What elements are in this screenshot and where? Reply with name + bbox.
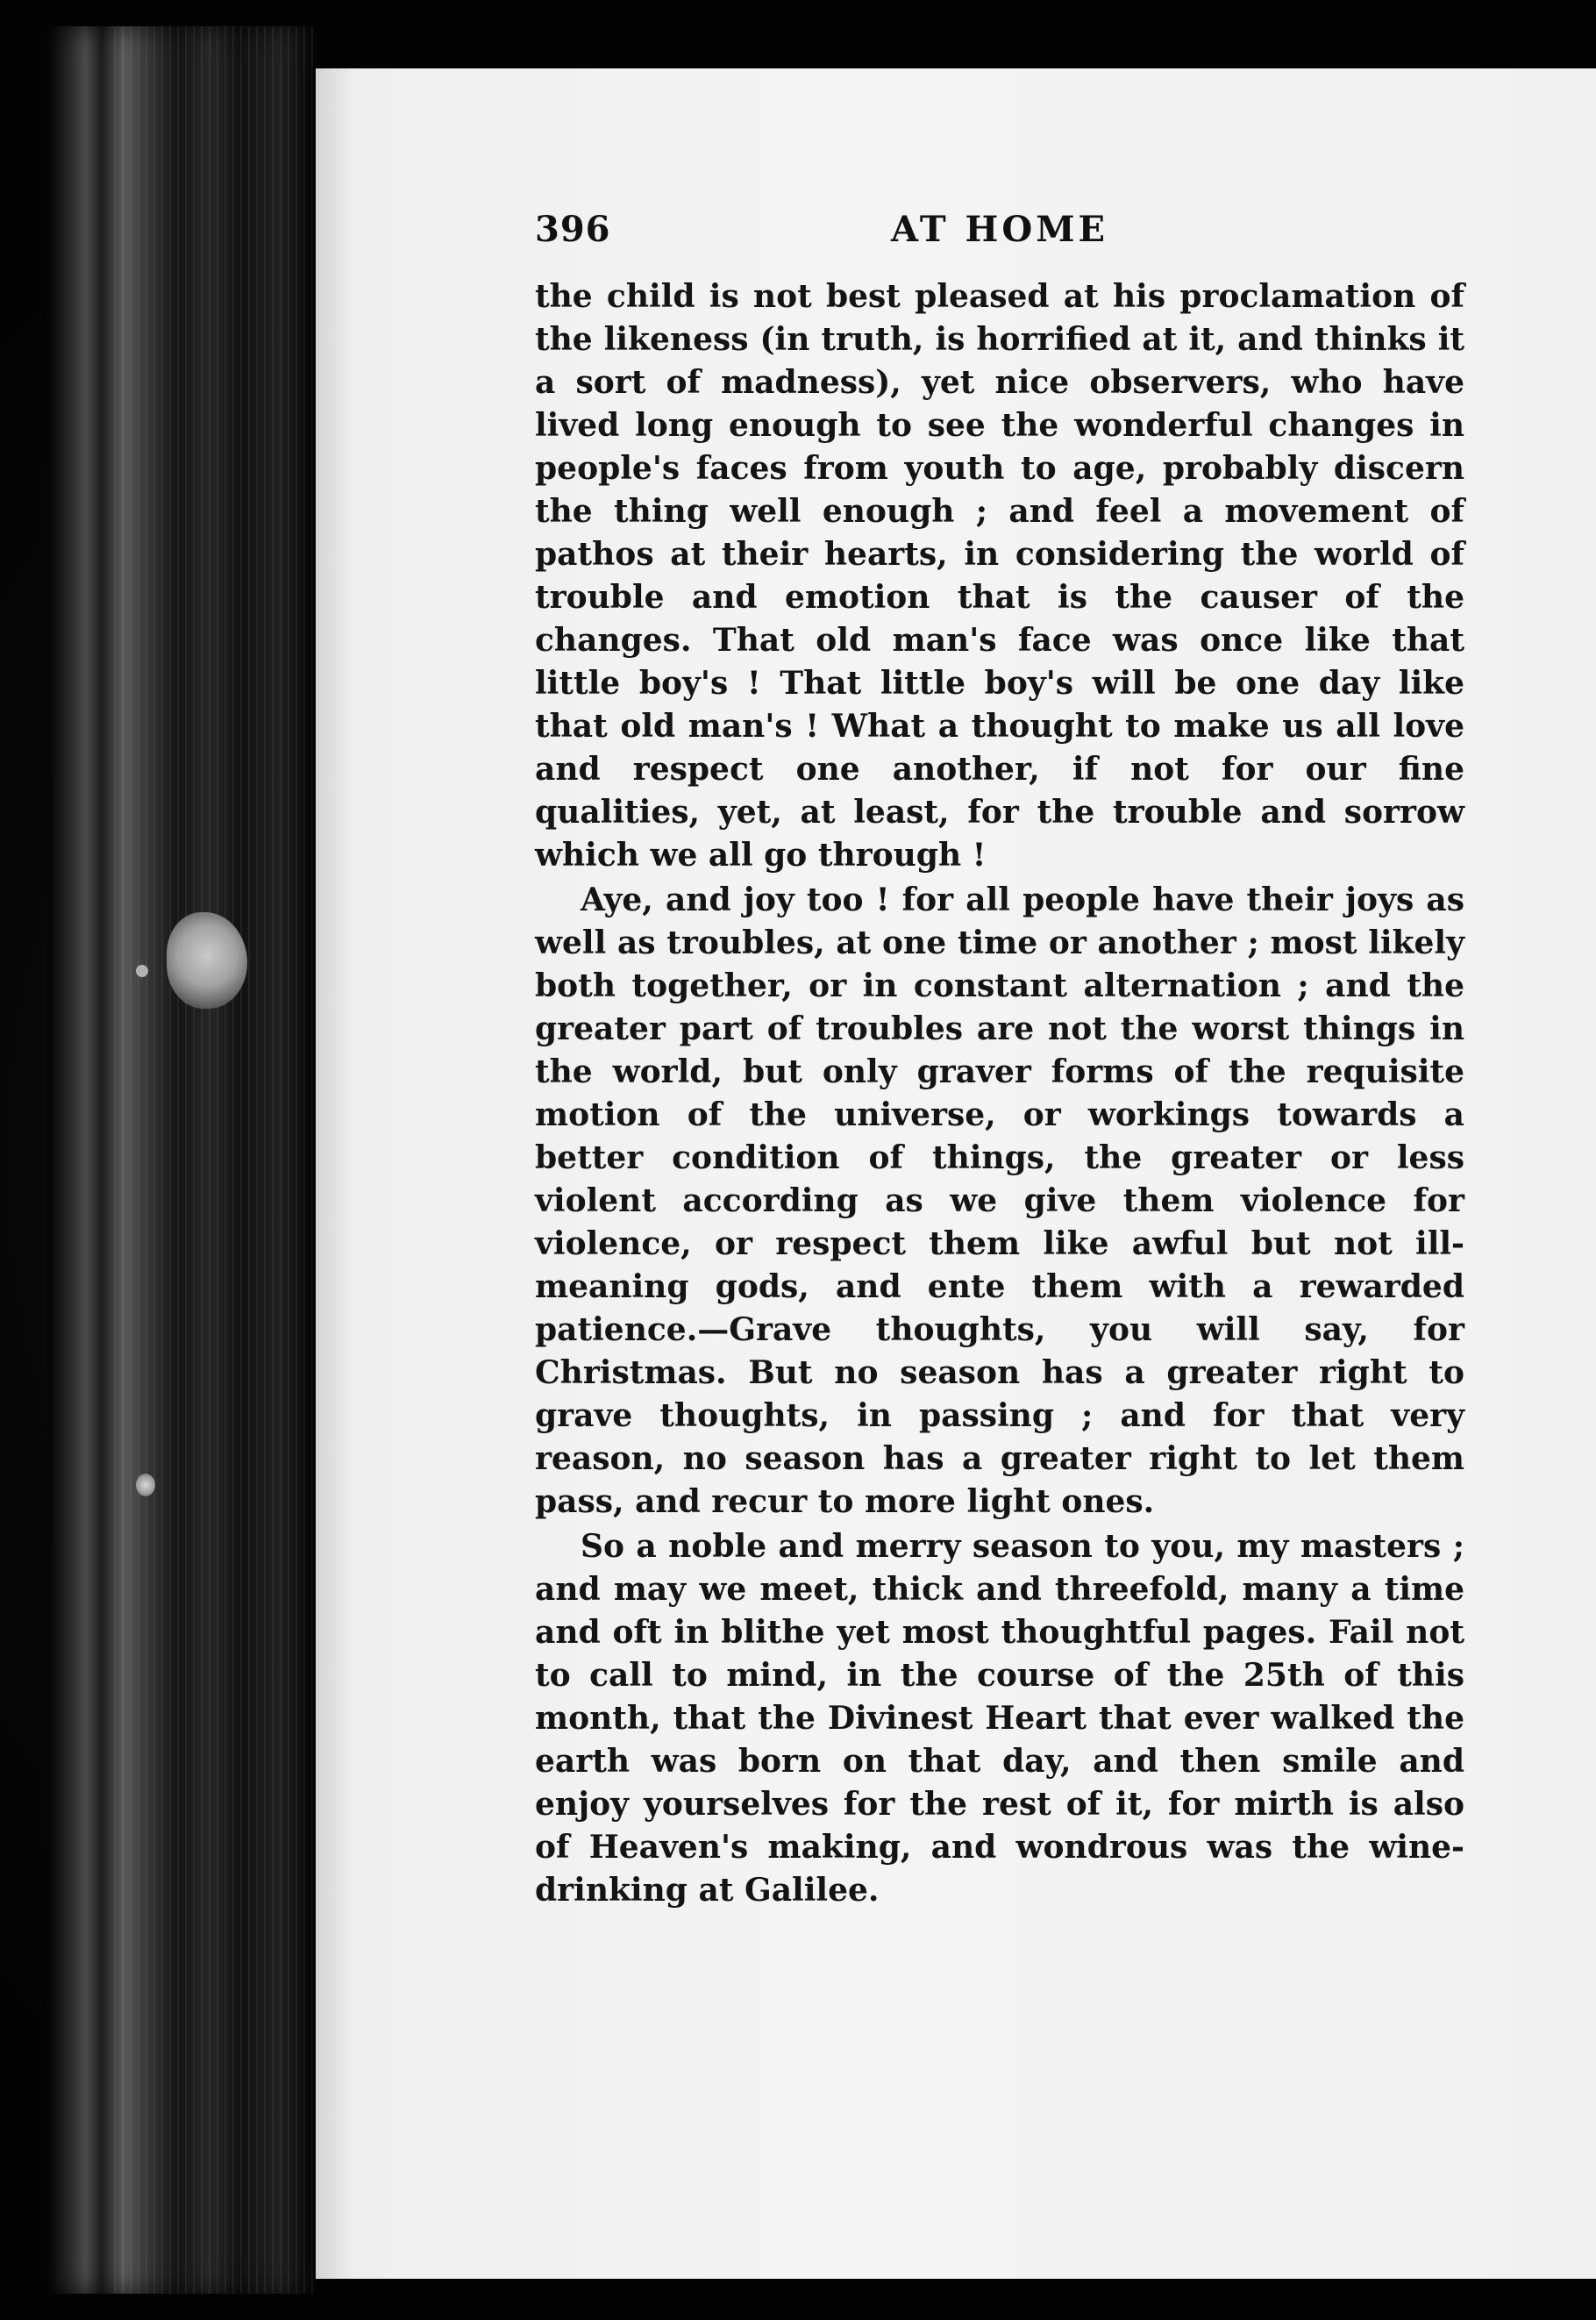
dust-speck	[136, 965, 148, 977]
book-page	[316, 68, 1596, 2279]
dust-speck-lower	[136, 1474, 155, 1496]
body-text	[535, 275, 1464, 1912]
running-title: AT HOME	[891, 209, 1108, 250]
paragraph-3: So a noble and merry season to you, my masters ; and may we meet, thick and threefold, many a time and oft in blithe yet most thoughtful pages. Fail not to call to mind, in the course of the 25th of this month, that the Divinest Heart that ever walked the earth was born on that day, and then smile and enjoy yourselves for the rest of it, for mirth is also of Heaven's making, and wondrous was the wine-drinking at Galilee.	[535, 1528, 1464, 1909]
running-head	[535, 209, 1464, 265]
dust-blob	[167, 912, 247, 1009]
page-content	[535, 209, 1464, 1912]
page-edges	[114, 26, 316, 2294]
paragraph-2: Aye, and joy too ! for all people have their joys as well as troubles, at one time or another ; most likely both together, or in constant alternation ; and the greater part of troubles are not the worst things in the world, but only graver forms of the requisite motion of the universe, or workings towards a better condition of things, the greater or less violent according as we give them violence for violence, or respect them like awful but not ill-meaning gods, and ente them with a rewarded patience.—Grave thoughts, you will say, for Christmas. But no season has a greater right to grave thoughts, in passing ; and for that very reason, no season has a greater right to let them pass, and recur to more light ones.	[535, 882, 1464, 1520]
scan-blemish	[132, 895, 272, 1070]
paragraph-1: the child is not best pleased at his proclamation of the likeness (in truth, is horrified at it, and thinks it a sort of madness), yet nice observers, who have lived long enough to see the wonderful changes in people's faces from youth to age, probably discern the thing well enough ; and feel a movement of pathos at their hearts, in considering the world of trouble and emotion that is the causer of the changes. That old man's face was once like that little boy's ! That little boy's will be one day like that old man's ! What a thought to make us all love and respect one another, if not for our fine qualities, yet, at least, for the trouble and sorrow which we all go through !	[535, 278, 1464, 874]
page-number: 396	[535, 209, 611, 250]
